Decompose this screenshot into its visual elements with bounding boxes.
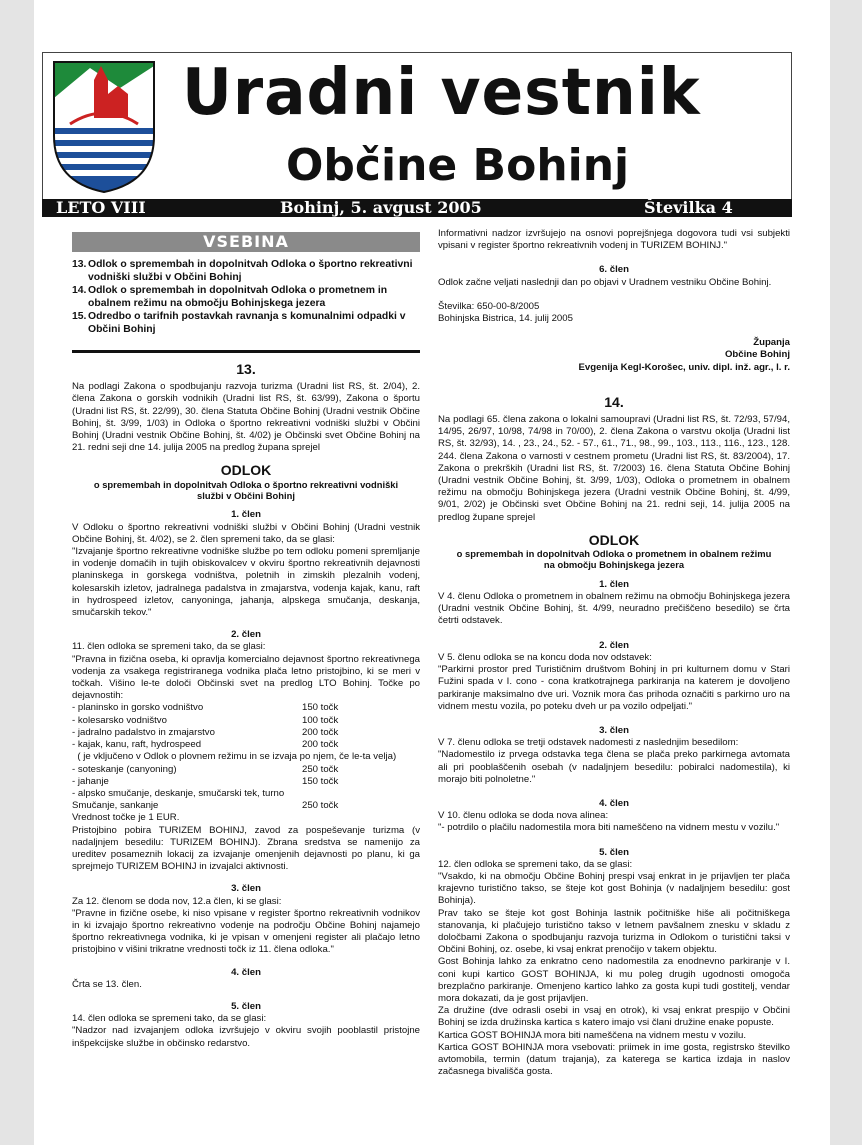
article-title: 5. člen	[599, 846, 629, 858]
points-row	[72, 727, 420, 739]
contents-list	[72, 258, 420, 336]
article-text: Prav tako se šteje kot gost Bohinja lastnik počitniške hiše ali počitniškega stanovanja, ki plačujejo turistično takso v letnem pavšalnem znesku v skladu z določbami Zakona o spodbujanju razvoja turizma in Odlokom o turistični taksi v Občini Bohinj, oz. osebe, ki vsaj enkrat prenočijo v takem objektu.	[438, 907, 790, 956]
article-text: Pristojbino pobira TURIZEM BOHINJ, zavod za pospeševanje turizma (v nadaljnjem besedilu: TURIZEM BOHINJ). Zbrana sredstva se namenijo za ureditev posameznih lokacij za izvajanje omenjenih dejavnosti po planu, ki ga sprejmejo TURIZEM BOHINJ in izvajalci aktivnosti.	[72, 824, 420, 873]
points-row	[72, 739, 420, 751]
points-row	[72, 764, 420, 776]
article-text: Za družine (dve odrasli osebi in vsaj en otrok), ki vsaj enkrat prespijo v Občini Bohinj se izda družinska kartica s katero imajo vsi člani družine enake popuste.	[438, 1005, 790, 1029]
left-column	[72, 232, 420, 1050]
points-table	[72, 702, 420, 812]
article-text: "Pravne in fizične osebe, ki niso vpisane v register športno rekreativnih vodnikov in ki izvajajo športno rekreativno vodenje na področju Občine Bohinj najamejo športno rekreativnega vodnika, ki je vpisan v omenjeni register ali plačajo letno pristojbino v višini trikratne vrednosti točk iz 11. člena odloka."	[72, 907, 420, 956]
contents-item-number: 14.	[72, 285, 87, 296]
points: 100 točk	[302, 714, 339, 726]
article-title: 1. člen	[599, 578, 629, 590]
contents-item[interactable]	[72, 284, 420, 310]
masthead	[42, 52, 792, 220]
place-date: Bohinjska Bistrica, 14. julij 2005	[438, 313, 573, 325]
decree-title: ODLOK	[588, 531, 640, 548]
issue-year: LETO VIII	[56, 198, 146, 217]
section-number: 14.	[604, 393, 624, 410]
contents-item[interactable]	[72, 310, 420, 336]
decree-subtitle: o spremembah in dopolnitvah Odloka o prometnem in obalnem režimu na območju Bohinjskega jezera	[456, 548, 772, 571]
article-text: "- potrdilo o plačilu nadomestila mora biti nameščeno na vidnem mestu v vozilu."	[438, 822, 780, 834]
article-text: V 10. členu odloka se doda nova alinea:	[438, 810, 609, 822]
article-text: Vrednost točke je 1 EUR.	[72, 812, 180, 824]
points-row	[72, 776, 420, 788]
contents-item-number: 13.	[72, 259, 87, 270]
points: 150 točk	[302, 702, 339, 714]
article-text: 11. člen odloka se spremeni tako, da se glasi:	[72, 641, 266, 653]
municipal-coat-of-arms-icon	[50, 58, 158, 196]
article-text: "Nadzor nad izvajanjem odloka izvršujejo v okviru svojih pooblastil pristojne inšpekcijske službe in občinsko redarstvo.	[72, 1025, 420, 1049]
article-title: 3. člen	[599, 724, 629, 736]
article-text: "Izvajanje športno rekreativne vodniške službe po tem odloku pomeni spremljanje in vodenje domačih in tujih obiskovalcev v okviru športno rekreativnih dejavnosti planinskega in gorskega vodništva, poletnih in zimskih plezalnih vodenj, kolesarskih izletov, jadralnega padalstva in zmajarstva, vodenja kajak, kanu, raft in hydrospeed izletov, canyoninga, jahanja, alpskega smučanja, deskanja, smučarskih tekov."	[72, 546, 420, 619]
signature-name: Evgenija Kegl-Korošec, univ. dipl. inž. agr., l. r.	[578, 361, 790, 373]
preamble: Na podlagi Zakona o spodbujanju razvoja turizma (Uradni list RS, št. 2/04), 2. člena Zakona o gorskih vodnikih (Uradni list RS, št. 63/99), Zakona o športu (Uradni list RS, št. 22/99), 30. člena Statuta Občine Bohinj (Uradni vestnik Občine Bohinj, št. 3/99, 1/03) in Odloka o športno rekreativni vodniški službi v Občini Bohinj (Uradni vestnik Občine Bohinj, št. 4/02) je Občinski svet Občine Bohinj na 21. redni seji dne 14. julija 2005 na predlog župana sprejel	[72, 381, 420, 454]
article-text: V Odloku o športno rekreativni vodniški službi v Občini Bohinj (Uradni vestnik Občine Bohinj, št. 4/02), se 2. člen spremeni tako, da se glasi:	[72, 521, 420, 545]
points: 150 točk	[302, 775, 339, 787]
contents-item-number: 15.	[72, 311, 87, 322]
points: 250 točk	[302, 800, 339, 812]
section-number: 13.	[236, 361, 256, 377]
article-title: 3. člen	[231, 883, 261, 895]
activity: - kolesarsko vodništvo	[72, 714, 167, 726]
article-title: 4. člen	[599, 797, 629, 809]
issue-date: Bohinj, 5. avgust 2005	[280, 198, 482, 217]
article-text: "Pravna in fizična oseba, ki opravlja komercialno dejavnost športno rekreativnega vodenja za vsakega registriranega vodnika plača letno pristojbino, ki se meri v točkah. Višino le-te določi Občinski svet na predlog LTO Bohinj. Točke po dejavnostih:	[72, 653, 420, 702]
article-text: V 7. členu odloka se tretji odstavek nadomesti z naslednjim besedilom:	[438, 737, 739, 749]
activity: - jadralno padalstvo in zmajarstvo	[72, 726, 215, 738]
decree-subtitle: o spremembah in dopolnitvah Odloka o športno rekreativni vodniški službi v Občini Bohinj	[93, 478, 399, 502]
article-text: "Parkirni prostor pred Turističnim društvom Bohinj in pri kulturnem domu v Stari Fužini spada v I. cono - cona kratkotrajnega parkiranja na katerem je dovoljeno parkiranje maksimalno dve uri. Voznik mora čas prihoda označiti s parkirno uro na vidnem mestu vozila, po poteku dveh ur pa vozilo odpeljati."	[438, 664, 790, 712]
article-title: 2. člen	[231, 629, 261, 641]
article-title: 1. člen	[231, 509, 261, 521]
article-text: Gost Bohinja lahko za enkratno ceno nadomestila za enodnevno parkiranje v I. coni kupi kartico GOST BOHINJA, ki mu poleg drugih ugodnosti omogoča brezplačno parkiranje. Omenjeno kartico lahko za gosta kupi tudi gostitelj, vendar mora dokazati, da je gost prijavljen.	[438, 956, 790, 1004]
article-text: "Vsakdo, ki na območju Občine Bohinj prespi vsaj enkrat in je prijavljen ter plača krajevno turistično takso, se šteje kot gost Bohinja (v nadaljnjem besedilu: gost Bohinja).	[438, 870, 790, 907]
activity: - planinsko in gorsko vodništvo	[72, 702, 204, 714]
contents-item-text: Odredbo o tarifnih postavkah ravnanja s komunalnimi odpadki v Občini Bohinj	[88, 311, 406, 335]
activity: - soteskanje (canyoning)	[72, 763, 177, 775]
signature-title: Županja	[753, 337, 790, 349]
right-column	[438, 228, 790, 1078]
signature-office: Občine Bohinj	[724, 349, 790, 361]
preamble: Na podlagi 65. člena zakona o lokalni samoupravi (Uradni list RS, št. 72/93, 57/94, 14/95, 26/97, 10/98, 74/98 in 70/00), 2. člena Zakona o varstvu okolja (Uradni list RS, št. 32/93), 14. , 23., 24., 52. - 57., 61., 71., 98., 99., 103., 113., 116., 123., 128. 244. člena Zakona o varnosti v cestnem prometu (Uradni list RS, št. 83/2004), 17. Zakona o prekrških (Uradni list RS, št. 7/2003) 16. člena Statuta Občine Bohinj (Uradni vestnik Občine Bohinj, št. 3/99, 1/03), Odloka o prometnem in obalnem režimu na območju Bohinjskega jezera (Uradni vestnik Občine Bohinj, št. 4/99, 9/01, 2/02) je Občinski svet Občine Bohinj na 21. redni seji, 14. julija 2005 na predlog župane sprejel	[438, 414, 790, 523]
article-text: Odlok začne veljati naslednji dan po objavi v Uradnem vestniku Občine Bohinj.	[438, 276, 772, 288]
article-title: 6. člen	[599, 264, 629, 276]
article-text: Informativni nadzor izvršujejo na osnovi poprejšnjega dogovora tudi vsi subjekti vpisani v register športno rekreativnih vodenj in TURIZEM BOHINJ."	[438, 228, 790, 252]
issue-bar	[42, 199, 792, 217]
article-text: 14. člen odloka se spremeni tako, da se glasi:	[72, 1013, 267, 1025]
points: 200 točk	[302, 726, 339, 738]
article-title: 5. člen	[231, 1000, 261, 1012]
article-text: Črta se 13. člen.	[72, 978, 142, 990]
points-row	[72, 702, 420, 714]
article-text: Kartica GOST BOHINJA mora vsebovati: priimek in ime gosta, registrsko številko avtomobila, termin (datum trajanja), za katerega se kartica izdaja in naslov začasnega bivališča gosta.	[438, 1041, 790, 1078]
contents-item-text: Odlok o spremembah in dopolnitvah Odloka o prometnem in obalnem režimu na območju Bohinjskega jezera	[88, 285, 388, 309]
newspaper-title: Uradni vestnik	[182, 56, 701, 130]
article-text: V 5. členu odloka se na koncu doda nov odstavek:	[438, 651, 652, 663]
section-divider	[72, 350, 420, 353]
points: 250 točk	[302, 763, 339, 775]
points: 200 točk	[302, 739, 339, 751]
article-text: V 4. členu Odloka o prometnem in obalnem režimu na območju Bohinjskega jezera (Uradni vestnik Občine Bohinj, št. 4/99, neuradno prečiščeno besedilo) se črta četrti odstavek.	[438, 591, 790, 627]
issue-number: Številka 4	[644, 198, 733, 217]
contents-item-text: Odlok o spremembah in dopolnitvah Odloka o športno rekreativni vodniški službi v Občini Bohinj	[88, 259, 413, 283]
points-row	[72, 800, 420, 812]
article-title: 2. člen	[599, 639, 629, 651]
contents-heading: VSEBINA	[72, 232, 420, 252]
article-text: Kartica GOST BOHINJA mora biti nameščena na vidnem mestu v vozilu.	[438, 1029, 747, 1041]
activity: Smučanje, sankanje	[72, 800, 159, 812]
points-note: ( je vključeno v Odlok o plovnem režimu in se izvaja po njem, če le-ta velja)	[72, 751, 397, 763]
article-title: 4. člen	[231, 966, 261, 978]
decree-title: ODLOK	[220, 462, 272, 479]
points-row	[72, 715, 420, 727]
newspaper-subtitle: Občine Bohinj	[286, 140, 630, 191]
document-number: Številka: 650-00-8/2005	[438, 300, 540, 312]
article-text: Za 12. členom se doda nov, 12.a člen, ki se glasi:	[72, 895, 282, 907]
contents-item[interactable]	[72, 258, 420, 284]
points-note: - alpsko smučanje, deskanje, smučarski tek, turno	[72, 787, 285, 799]
article-text: "Nadomestilo iz prvega odstavka tega člena se plača preko parkirnega avtomata ali pri pooblaščenih osebah (v nadaljnjem besedilu: pobiralci nadomestila), ki morajo biti polnoletne."	[438, 749, 790, 785]
article-text: 12. člen odloka se spremeni tako, da se glasi:	[438, 858, 633, 870]
activity: - kajak, kanu, raft, hydrospeed	[72, 739, 202, 751]
activity: - jahanje	[72, 775, 109, 787]
